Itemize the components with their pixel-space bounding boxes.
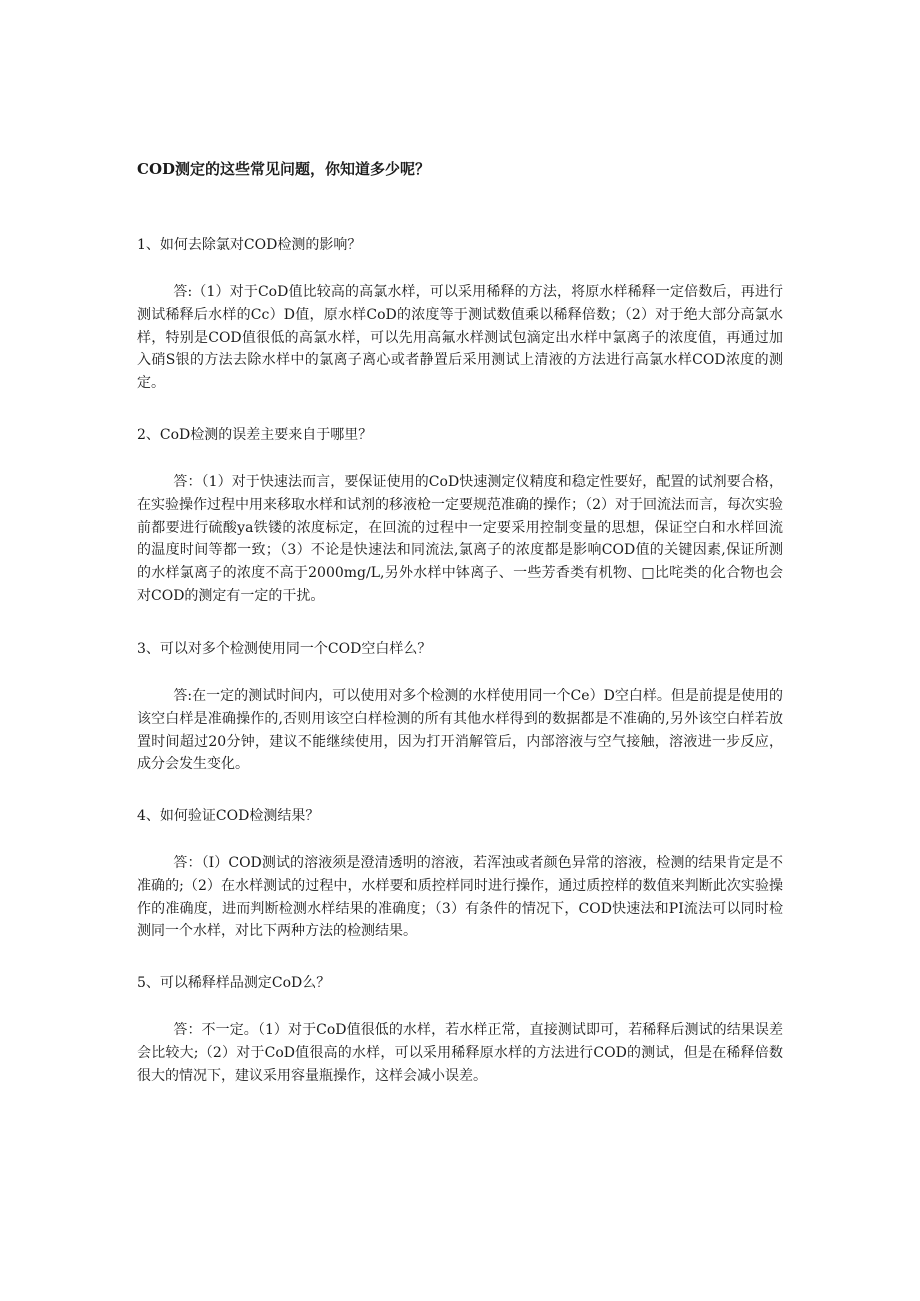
question-3: 3、可以对多个检测使用同一个COD空白样么？ [137, 641, 432, 657]
answer-3: 答:在一定的测试时间内，可以使用对多个检测的水样使用同一个Ce）D空白样。但是前提是使用的该空白样是准确操作的,否则用该空白样检测的所有其他水样得到的数据都是不准确的,另外该空白样若放置时间超过20分钟，建议不能继续使用，因为打开消解管后，内部溶液与空气接触，溶液进一步反应，成分会发生变化。 [137, 688, 783, 773]
answer-4: 答：（I）COD测试的溶液须是澄清透明的溶液，若浑浊或者颜色异常的溶液，检测的结果肯定是不准确的;（2）在水样测试的过程中，水样要和质控样同时进行操作，通过质控样的数值来判断此次实验操作的准确度，进而判断检测水样结果的准确度；（3）有条件的情况下，COD快速法和PI流法可以同时检测同一个水样，对比下两种方法的检测结果。 [137, 855, 783, 940]
answer-5: 答：不一定。（1）对于CoD值很低的水样，若水样正常，直接测试即可，若稀释后测试的结果误差会比较大;（2）对于CoD值很高的水样，可以采用稀释原水样的方法进行COD的测试，但是在稀释倍数很大的情况下，建议采用容量瓶操作，这样会减小误差。 [137, 1022, 783, 1084]
answer-2: 答：（1）对于快速法而言，要保证使用的CoD快速测定仪精度和稳定性要好，配置的试剂要合格，在实验操作过程中用来移取水样和试剂的移液枪一定要规范准确的操作；（2）对于回流法而言，每次实验前都要进行硫酸ya铁镂的浓度标定，在回流的过程中一定要采用控制变量的思想，保证空白和水样回流的温度时间等都一致；（3）不论是快速法和同流法,氯离子的浓度都是影响COD值的关键因素,保证所测的水样氯离子的浓度不高于2000mg∕L,另外水样中钵离子、一些芳香类有机物、□比咤类的化合物也会对COD的测定有一定的干扰。 [137, 474, 783, 604]
question-1: 1、如何去除氯对COD检测的影响？ [137, 237, 362, 253]
document-title: COD测定的这些常见问题，你知道多少呢？ [137, 160, 431, 178]
question-4: 4、如何验证COD检测结果？ [137, 808, 320, 824]
answer-1: 答:（1）对于CoD值比较高的高氯水样，可以采用稀释的方法，将原水样稀释一定倍数后，再进行测试稀释后水样的Cc）D值，原水样CoD的浓度等于测试数值乘以稀释倍数；（2）对于绝大部分高氯水样，特别是COD值很低的高氯水样，可以先用高氟水样测试包滴定出水样中氯离子的浓度值，再通过加入硝S银的方法去除水样中的氯离子离心或者静置后采用测试上清液的方法进行高氯水样COD浓度的测定。 [137, 284, 783, 392]
question-2: 2、CoD检测的误差主要来自于哪里？ [137, 427, 373, 443]
question-5: 5、可以稀释样品测定CoD么？ [137, 975, 331, 991]
